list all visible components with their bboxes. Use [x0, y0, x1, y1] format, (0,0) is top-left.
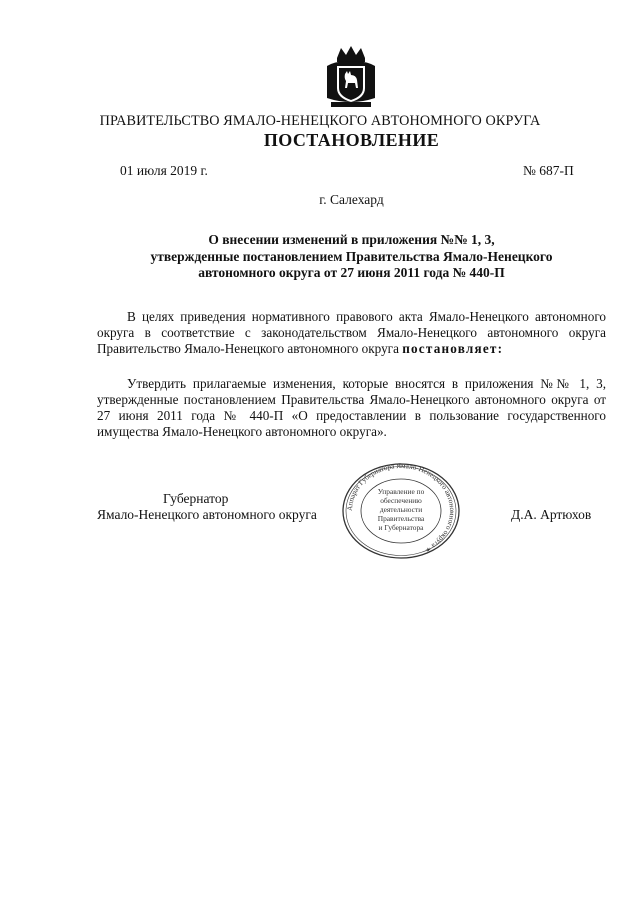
document-subject [100, 232, 603, 282]
government-title: ПРАВИТЕЛЬСТВО ЯМАЛО-НЕНЕЦКОГО АВТОНОМНОГО ОКРУГА [99, 113, 541, 129]
subject-line: утвержденные постановлением Правительства Ямало-Ненецкого [150, 248, 553, 264]
document-date: 01 июля 2019 г. [120, 163, 208, 178]
seal-outer-text: Аппарат Губернатора Ямало-Ненецкого автономного округа ✶ [345, 461, 457, 555]
seal-inner-line: Правительства [377, 514, 425, 523]
seal-inner-line: обеспечению [380, 496, 422, 505]
document-type-heading: ПОСТАНОВЛЕНИЕ [263, 130, 440, 150]
subject-line: автономного округа от 27 июня 2011 года № 440-П [198, 265, 505, 280]
seal-inner-line: и Губернатора [378, 523, 424, 532]
subject-line: О внесении изменений в приложения №№ 1, 3, [208, 232, 495, 247]
preamble-paragraph [97, 309, 606, 357]
document-city: г. Салехард [319, 192, 384, 207]
decree-word: постановляет: [402, 341, 504, 356]
signatory-name: Д.А. Артюхов [511, 507, 592, 522]
operative-paragraph: Утвердить прилагаемые изменения, которые вносятся в приложения №№ 1, 3, утвержденные постановлением Правительства Ямало-Ненецкого автономного округа от 27 июня 2011 года № 440-П «О предоставлении в пользование государственного имущества Ямало-Ненецкого автономного округа». [97, 376, 606, 439]
seal-inner-line: Управление по [377, 487, 425, 496]
signatory-region: Ямало-Ненецкого автономного округа [97, 507, 317, 522]
official-seal-icon [338, 461, 464, 561]
preamble-text: В целях приведения нормативного правового акта Ямало-Ненецкого автономного округа в соответствие с законодательством Ямало-Ненецкого автономного округа Правительство Ямало-Ненецкого автономного округа [97, 309, 606, 356]
yamalo-nenets-coat-of-arms-icon [323, 44, 379, 110]
signatory-title: Губернатор [163, 491, 229, 506]
seal-inner-line: деятельности [379, 505, 423, 514]
document-number: № 687-П [523, 163, 574, 178]
